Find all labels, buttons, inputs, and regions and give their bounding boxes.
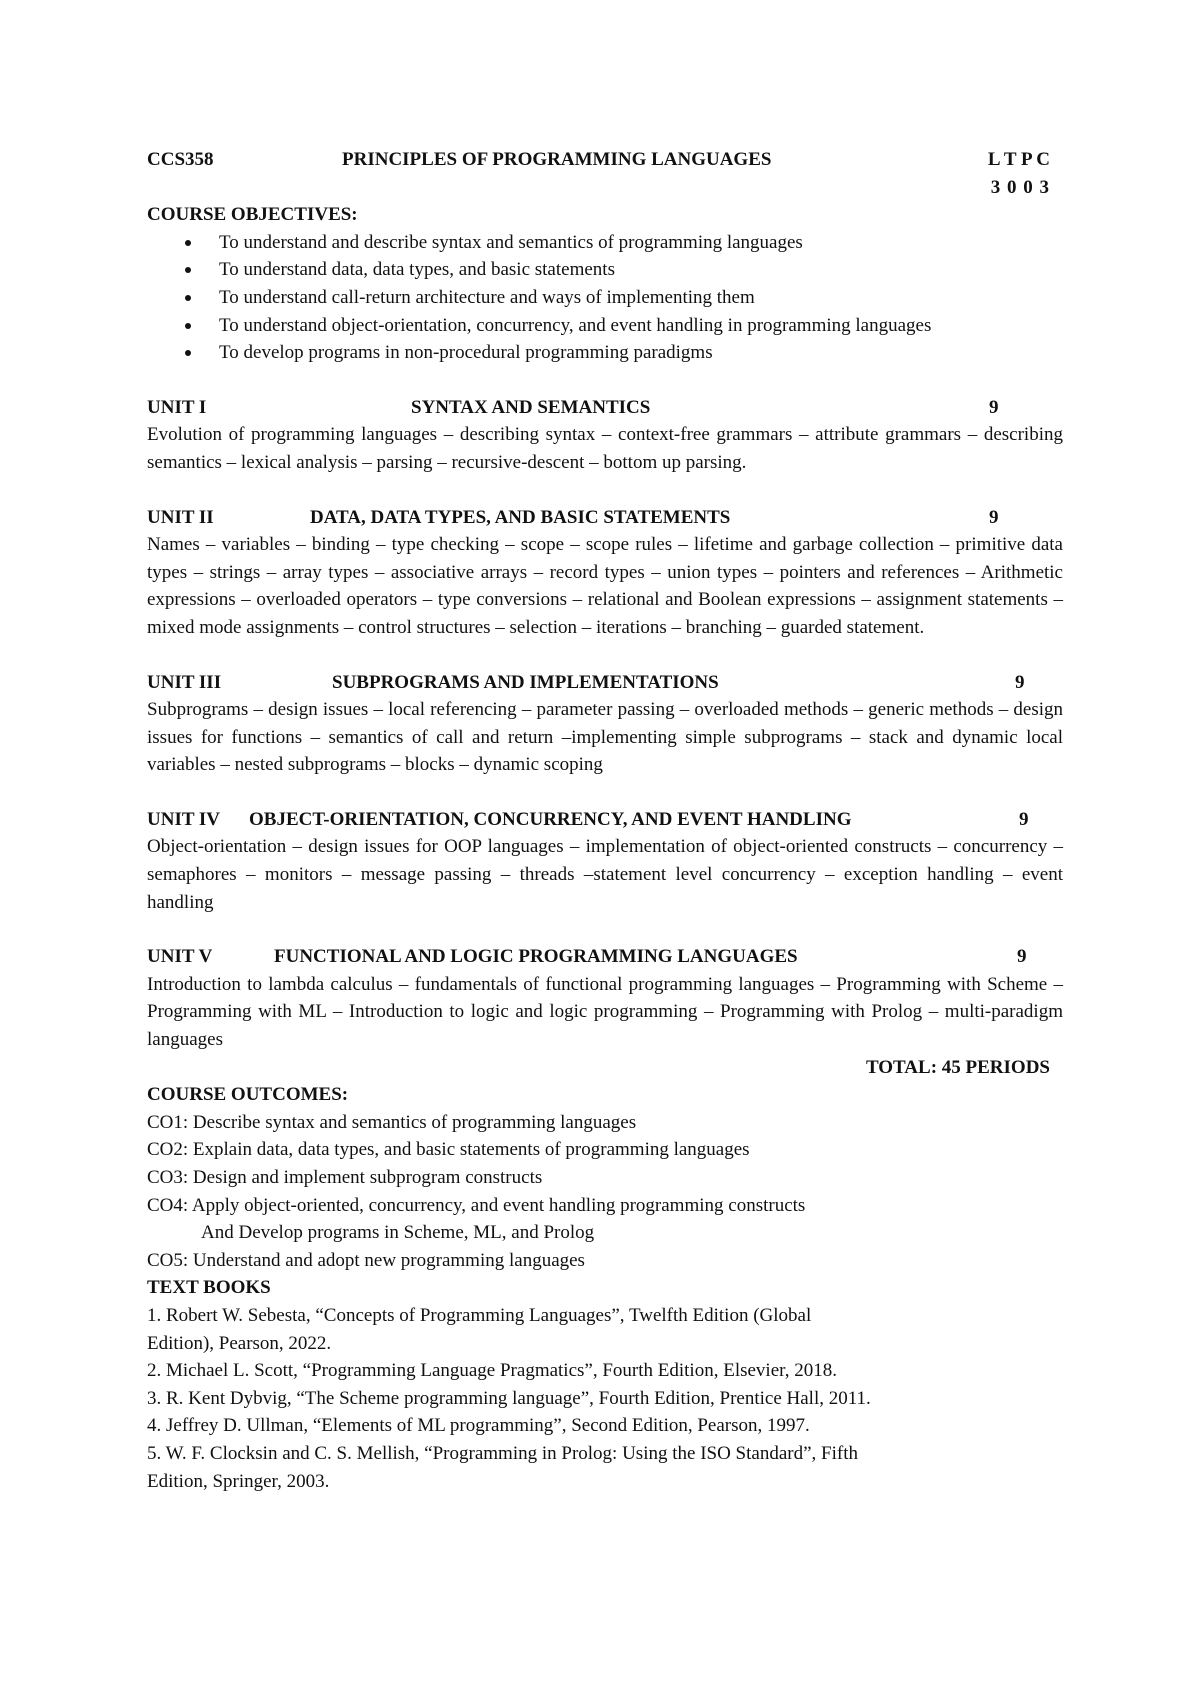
outcome-co1: CO1: Describe syntax and semantics of programming languages [147,1111,637,1133]
unit-body: Object-orientation – design issues for OOP languages – implementation of object-oriented constructs – concurrency – semaphores – monitors – message passing – threads –statement level concurrency – exception handling – event handling [147,836,1063,913]
unit-5 [147,943,1063,1053]
textbook-2: 2. Michael L. Scott, “Programming Language Pragmatics”, Fourth Edition, Elsevier, 2018. [147,1360,837,1382]
unit-label: UNIT III [147,671,222,693]
list-item: To understand and describe syntax and semantics of programming languages [147,229,1063,257]
unit-hours: 9 [1017,946,1027,968]
textbook-5: 5. W. F. Clocksin and C. S. Mellish, “Programming in Prolog: Using the ISO Standard”, Fifth [147,1442,858,1464]
unit-body: Introduction to lambda calculus – fundamentals of functional programming languages – Programming with Scheme – Programming with ML – Introduction to logic and logic programming – Programming with Prolog – multi-paradigm languages [147,973,1063,1051]
unit-2 [147,504,1063,642]
unit-heading [147,806,1063,834]
textbook-1-continued: Edition), Pearson, 2022. [147,1332,332,1354]
unit-4 [147,806,1063,916]
unit-3 [147,669,1063,779]
unit-hours: 9 [989,506,999,528]
unit-body: Names – variables – binding – type checking – scope – scope rules – lifetime and garbage collection – primitive data types – strings – array types – associative arrays – record types – union types – pointers and references – Arithmetic expressions – overloaded operators – type conversions – relational and Boolean expressions – assignment statements – mixed mode assignments – control structures – selection – iterations – branching – guarded statement. [147,534,1063,638]
bullet-icon [185,350,191,356]
unit-label: UNIT V [147,946,213,968]
unit-body: Subprograms – design issues – local referencing – parameter passing – overloaded methods – generic methods – design issues for functions – semantics of call and return –implementing simple subprograms – stack and dynamic local variables – nested subprograms – blocks – dynamic scoping [147,699,1063,776]
textbook-3: 3. R. Kent Dybvig, “The Scheme programming language”, Fourth Edition, Prentice Hall, 2011. [147,1387,871,1409]
course-code: CCS358 [147,149,214,170]
unit-hours: 9 [1015,671,1025,693]
unit-title: SUBPROGRAMS AND IMPLEMENTATIONS [332,671,719,693]
unit-body: Evolution of programming languages – describing syntax – context-free grammars – attribute grammars – describing semantics – lexical analysis – parsing – recursive-descent – bottom up parsing. [147,424,1063,473]
ltpc-label: L T P C [987,149,1050,170]
unit-title: FUNCTIONAL AND LOGIC PROGRAMMING LANGUAGES [274,946,798,968]
bullet-icon [185,295,191,301]
unit-hours: 9 [1019,808,1029,830]
outcome-co2: CO2: Explain data, data types, and basic statements of programming languages [147,1139,750,1161]
list-item: To understand data, data types, and basic statements [147,256,1063,284]
course-title: PRINCIPLES OF PROGRAMMING LANGUAGES [342,149,772,170]
unit-title: OBJECT-ORIENTATION, CONCURRENCY, AND EVENT HANDLING [249,808,852,830]
bullet-icon [185,323,191,329]
list-item: To develop programs in non-procedural programming paradigms [147,339,1063,367]
unit-heading [147,394,1063,422]
unit-1 [147,394,1063,477]
unit-heading [147,669,1063,697]
bullet-icon [185,240,191,246]
textbook-5-continued: Edition, Springer, 2003. [147,1470,330,1492]
outcome-co3: CO3: Design and implement subprogram constructs [147,1167,543,1188]
unit-heading [147,943,1063,971]
unit-title: SYNTAX AND SEMANTICS [411,396,651,418]
unit-label: UNIT II [147,506,214,528]
textbook-4: 4. Jeffrey D. Ullman, “Elements of ML programming”, Second Edition, Pearson, 1997. [147,1415,810,1437]
bullet-icon [185,267,191,273]
objectives-title: COURSE OBJECTIVES: [147,204,358,226]
list-item: To understand call-return architecture and ways of implementing them [147,284,1063,312]
textbooks-title: TEXT BOOKS [147,1277,271,1299]
outcomes-title: COURSE OUTCOMES: [147,1084,349,1106]
total-periods: TOTAL: 45 PERIODS [865,1056,1050,1078]
unit-heading [147,504,1063,532]
outcome-co5: CO5: Understand and adopt new programming languages [147,1249,585,1271]
unit-label: UNIT I [147,396,207,418]
objectives-list [147,229,1063,367]
ltpc-values: 3 0 0 3 [990,176,1050,198]
unit-label: UNIT IV [147,808,221,830]
textbook-1: 1. Robert W. Sebesta, “Concepts of Programming Languages”, Twelfth Edition (Global [147,1304,812,1326]
outcome-co4-continued: And Develop programs in Scheme, ML, and Prolog [201,1222,595,1244]
unit-hours: 9 [989,396,999,418]
unit-title: DATA, DATA TYPES, AND BASIC STATEMENTS [310,506,731,528]
course-header [147,146,1063,174]
syllabus-page [147,146,1063,1495]
list-item: To understand object-orientation, concurrency, and event handling in programming languages [147,312,1063,340]
outcome-co4: CO4: Apply object-oriented, concurrency, and event handling programming constructs [147,1194,806,1216]
